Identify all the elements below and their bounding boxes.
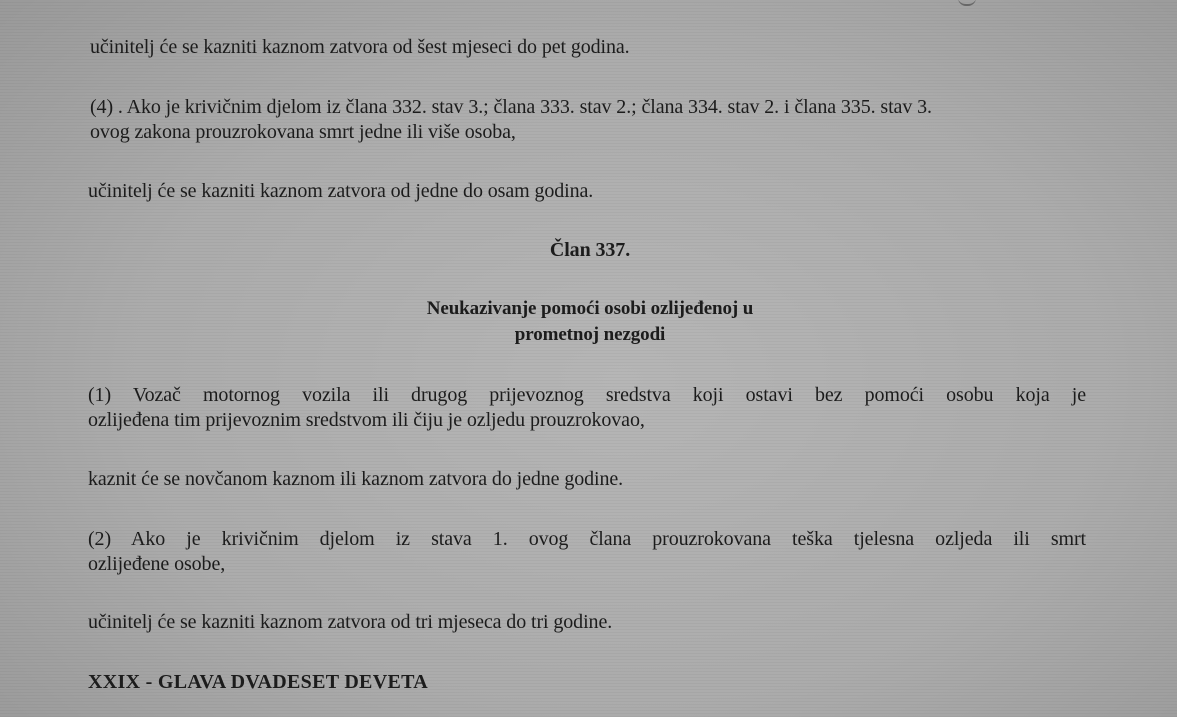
paragraph-2-line-1: (2) Ako je krivičnim djelom iz stava 1. ovog člana prouzrokovana teška tjelesna ozljeda ili smrt <box>88 528 1086 550</box>
penalty-sentence-4: učinitelj će se kazniti kaznom zatvora od jedne do osam godina. <box>88 180 594 202</box>
chapter-heading: XXIX - GLAVA DVADESET DEVETA <box>88 671 428 693</box>
article-number: Član 337. <box>549 239 631 261</box>
penalty-sentence-2: učinitelj će se kazniti kaznom zatvora od tri mjeseca do tri godine. <box>88 611 613 633</box>
scan-edge-mark <box>958 0 976 6</box>
paragraph-1-line-1: (1) Vozač motornog vozila ili drugog prijevoznog sredstva koji ostavi bez pomoći osobu koja je <box>88 384 1086 406</box>
paragraph-2-line-2: ozlijeđene osobe, <box>88 553 226 575</box>
paragraph-1-line-2: ozlijeđena tim prijevoznim sredstvom ili čiju je ozljedu prouzrokovao, <box>88 409 645 431</box>
penalty-sentence-1: kaznit će se novčanom kaznom ili kaznom zatvora do jedne godine. <box>88 468 624 490</box>
article-title-line-1: Neukazivanje pomoći osobi ozlijeđenoj u <box>426 298 754 319</box>
paragraph-4-line-2: ovog zakona prouzrokovana smrt jedne ili više osoba, <box>90 121 516 143</box>
article-title-line-2: prometnoj nezgodi <box>514 324 666 345</box>
penalty-sentence-3: učinitelj će se kazniti kaznom zatvora od šest mjeseci do pet godina. <box>90 36 630 58</box>
paragraph-4-line-1: (4) . Ako je krivičnim djelom iz člana 332. stav 3.; člana 333. stav 2.; člana 334. stav 2. i člana 335. stav 3. <box>90 96 932 118</box>
